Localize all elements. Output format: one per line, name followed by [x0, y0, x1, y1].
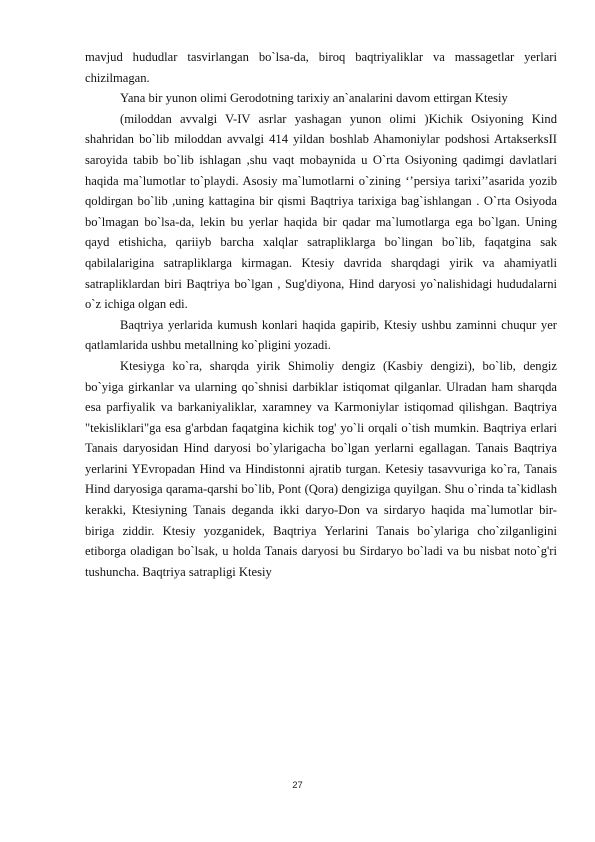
- paragraph-continuation: mavjud hududlar tasvirlangan bo`lsa-da, biroq baqtriyaliklar va massagetlar yerlari chizilmagan.: [85, 50, 557, 85]
- paragraph-ktesiy-biography: (miloddan avvalgi V-IV asrlar yashagan yunon olimi )Kichik Osiyoning Kind shahridan bo`lib miloddan avvalgi 414 yildan boshlab Ahamoniylar podshosi ArtakserksII saroyida tabib bo`lib ishlagan ,shu vaqt mobaynida u O`rta Osiyoning qadimgi davlatlari haqida ma`lumotlar to`playdi. Asosiy ma`lumotlarni o`zining ‘’persiya tarixi’’asarida yozib qoldirgan bo`lib ,uning kattagina bir qismi Baqtriya tarixiga bag`ishlangan . O`rta Osiyoda bo`lmagan bo`lsa-da, lekin bu yerlar haqida bir qadar ma`lumotlarga ega bo`lgan. Uning qayd etishicha, qariiyb barcha xalqlar satrapliklarga bo`lingan bo`lib, faqatgina sak qabilalarigina satrapliklarga kirmagan. Ktesiy davrida sharqdagi yirik va ahamiyatli satrapliklardan biri Baqtriya bo`lgan , Sug'diyona, Hind daryosi yo`nalishidagi hududalarni o`z ichiga olgan edi.: [85, 111, 557, 312]
- page-number: 27: [292, 780, 303, 791]
- body-text: [85, 47, 557, 582]
- paragraph-silver-mines: Baqtriya yerlarida kumush konlari haqida gapirib, Ktesiy ushbu zaminni chuqur yer qatlamlarida ushbu metallning ko`pligini yozadi.: [85, 317, 557, 353]
- paragraph-geography: Ktesiyga ko`ra, sharqda yirik Shimoliy dengiz (Kasbiy dengizi), bo`lib, dengiz bo`yiga girkanlar va ularning qo`shnisi darbiklar istiqomat qilganlar. Ulradan ham sharqda esa parfiyalik va barkaniyaliklar, xaramney va Karmoniylar istiqomad qilishgan. Baqtriya "tekisliklari"ga esa g'arbdan faqatgina kichik tog' yo`li orqali o`tish mumkin. Baqtriya erlari Tanais daryosidan Hind daryosi bo`ylarigacha bo`lgan yerlarni egallagan. Tanais Baqtriya yerlarini YEvropadan Hind va Hindistonni ajratib turgan. Ketesiy tasavvuriga ko`ra, Tanais Hind daryosiga qarama-qarshi bo`lib, Pont (Qora) dengiziga quyilgan. Shu o`rinda ta`kidlash kerakki, Ktesiyning Tanais deganda ikki daryo-Don va sirdaryo haqida ma`lumotlar bir-biriga ziddir. Ktesiy yozganidek, Baqtriya Yerlarini Tanais bo`ylariga cho`zilganligini etiborga oladigan bo`lsak, u holda Tanais daryosi bu Sirdaryo bo`ladi va bu nisbat noto`g'ri tushuncha. Baqtriya satrapligi Ktesiy: [85, 358, 557, 579]
- paragraph-ktesiy-intro: Yana bir yunon olimi Gerodotning tarixiy an`analarini davom ettirgan Ktesiy: [120, 91, 508, 106]
